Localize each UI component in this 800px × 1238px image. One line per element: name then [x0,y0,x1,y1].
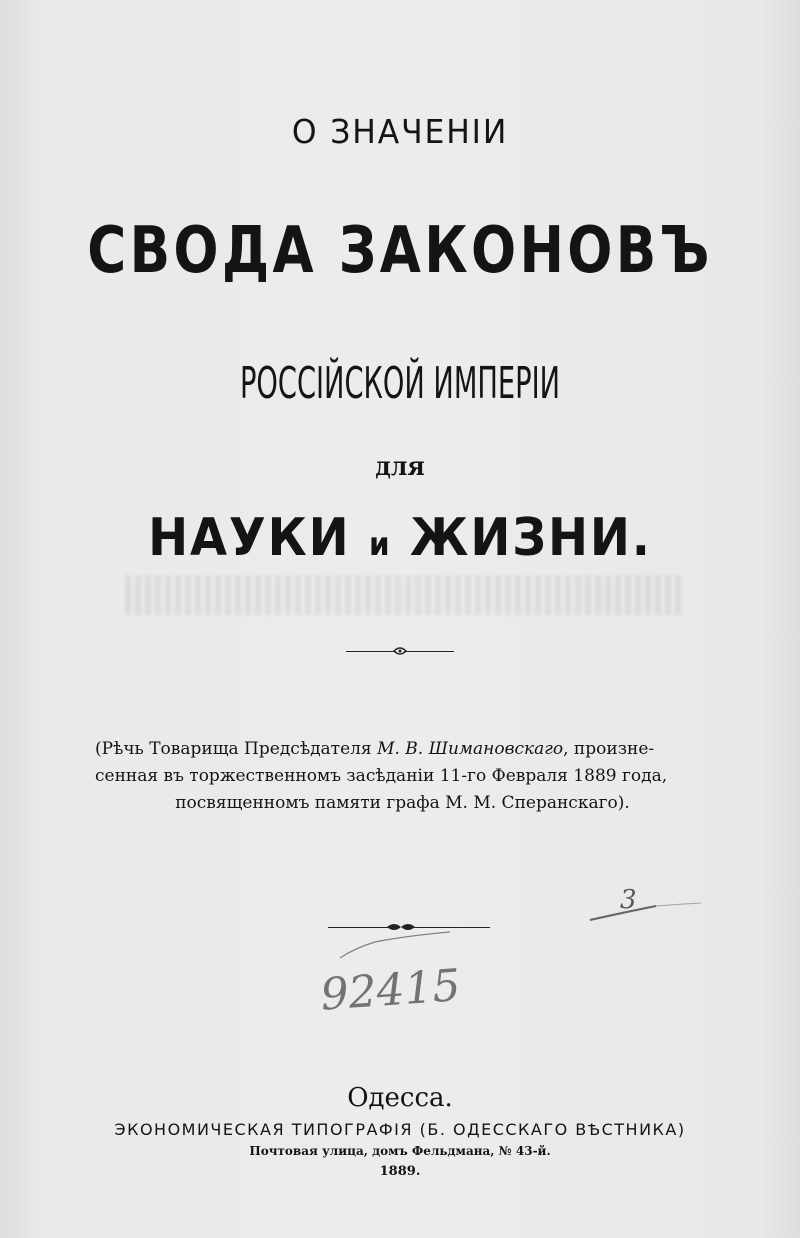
rule-right-segment [404,651,454,652]
handwritten-shelfmark [315,928,465,1028]
speech-line-1 [95,736,710,763]
handwritten-mark [586,878,706,928]
title-line-5 [32,508,768,568]
imprint-year: 1889. [379,1164,421,1179]
mark-text: 3 [620,885,637,915]
speech-description [95,736,710,817]
bleed-through-text [125,575,685,615]
title-word-nauki: НАУКИ [148,508,351,568]
title-word-zhizni: ЖИЗНИ. [409,508,652,568]
title-line-2: СВОДА ЗАКОНОВЪ [87,214,713,288]
imprint-city: Одесса. [347,1083,453,1113]
shelfmark-text: 92415 [318,960,463,1021]
title-line-1: О ЗНАЧЕНІИ [291,112,509,151]
title-line-4: для [375,452,425,482]
speech-line-2: сенная въ торжественномъ засѣданіи 11-го Февраля 1889 года, [95,766,668,786]
imprint-address: Почтовая улица, домъ Фельдмана, № 43-й. [249,1144,551,1158]
imprint-printer: ЭКОНОМИЧЕСКАЯ ТИПОГРАФІЯ (Б. ОДЕССКАГО ВѢСТНИКА) [114,1120,686,1139]
speech-author: М. В. Шимановскаго [377,739,564,759]
rule-left-segment [346,651,396,652]
title-line-3: РОССІЙСКОЙ ИМПЕРІИ [239,358,561,409]
speech-line-3: посвященномъ памяти графа М. М. Сперанскаго). [175,793,630,813]
speech-text-1: (Рѣчь Товарища Предсѣдателя [95,739,378,759]
speech-text-2: , произне- [563,739,655,759]
title-word-i: и [368,525,392,563]
